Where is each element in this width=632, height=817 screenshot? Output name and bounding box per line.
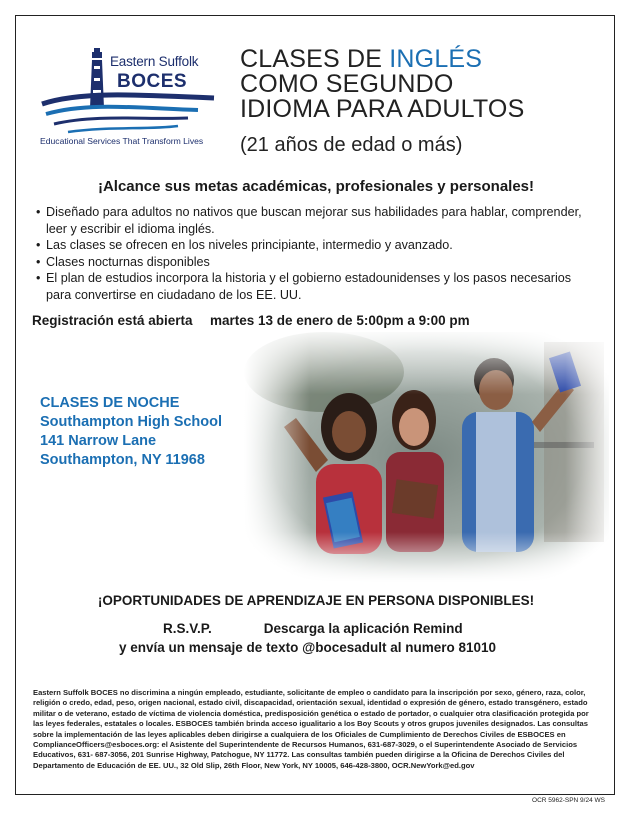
location-city: Southampton, NY 11968 <box>40 452 205 468</box>
list-item: • Las clases se ofrecen en los niveles principiante, intermedio y avanzado. <box>36 237 596 254</box>
boces-logo <box>38 44 216 154</box>
location-heading: CLASES DE NOCHE <box>40 395 180 411</box>
list-item: • Diseñado para adultos no nativos que buscan mejorar sus habilidades para hablar, comprender, leer y escribir el idioma inglés. <box>36 204 596 237</box>
location-block <box>40 394 222 470</box>
title-line3: IDIOMA PARA ADULTOS <box>240 95 525 123</box>
logo-name-line2: BOCES <box>117 71 188 92</box>
title-line2: COMO SEGUNDO <box>240 70 454 98</box>
list-item: • Clases nocturnas disponibles <box>36 254 596 271</box>
title-line1-accent: INGLÉS <box>389 45 483 73</box>
page-subtitle: (21 años de edad o más) <box>240 134 463 156</box>
document-code: OCR 5962-SPN 9/24 WS <box>532 797 605 804</box>
logo-name-line1: Eastern Suffolk <box>110 54 199 69</box>
rsvp-label: R.S.V.P. <box>163 621 212 636</box>
location-school: Southampton High School <box>40 414 223 430</box>
rsvp-line <box>163 621 463 636</box>
tagline: ¡Alcance sus metas académicas, profesionales y personales! <box>97 178 535 195</box>
title-line1-prefix: CLASES DE <box>240 45 390 73</box>
registration-date: martes 13 de enero de 5:00pm a 9:00 pm <box>210 313 470 328</box>
logo-tagline: Educational Services That Transform Lives <box>40 136 204 146</box>
list-item: • El plan de estudios incorpora la historia y el gobierno estadounidenses y los pasos necesarios para convertirse en ciudadano de los EE. UU. <box>36 270 596 303</box>
nondiscrimination-notice: Eastern Suffolk BOCES no discrimina a ningún empleado, estudiante, solicitante de empleo o candidato para la inscripción por sexo, género, raza, color, religión o credo, edad, peso, origen nacional, estado civil, discapacidad, orientación sexual, identidad o expresión de género, estado transgénero, estado militar o de veterano, estado de víctima de violencia doméstica, predisposición genética o estado de portador, o cualquier otra clasificación protegida por las leyes federales, estatales o locales. ESBOCES también brinda acceso igualitario a los Boy Scouts y otros grupos juveniles designados. Las consultas sobre la implementación de las leyes aplicables deben dirigirse a cualquiera de los Oficiales de Cumplimiento de Derechos Civiles de ESBOCES en ComplianceOfficers@esboces.org: el Asistente del Superintendente de Recursos Humanos, 631-687-3029, o el Superintendente Asociado de Servicios Educativos, 631- 687-3056, 201 Sunrise Highway, Patchogue, NY 11772. Las consultas también pueden dirigirse a la Oficina de Derechos Civiles del Departamento de Educación de EE. UU., 32 Old Slip, 26th Floor, New York, NY 10005, 646-428-3800, OCR.NewYork@ed.gov <box>33 688 589 770</box>
page-title <box>240 47 524 122</box>
location-street: 141 Narrow Lane <box>40 433 157 449</box>
rsvp-download: Descarga la aplicación Remind <box>263 621 463 636</box>
rsvp-text-line: y envía un mensaje de texto @bocesadult al numero 81010 <box>119 640 497 655</box>
opportunities-banner: ¡OPORTUNIDADES DE APRENDIZAJE EN PERSONA DISPONIBLES! <box>97 593 535 608</box>
feature-list <box>36 204 596 303</box>
students-photo <box>244 332 609 582</box>
registration-label: Registración está abierta <box>32 313 193 328</box>
